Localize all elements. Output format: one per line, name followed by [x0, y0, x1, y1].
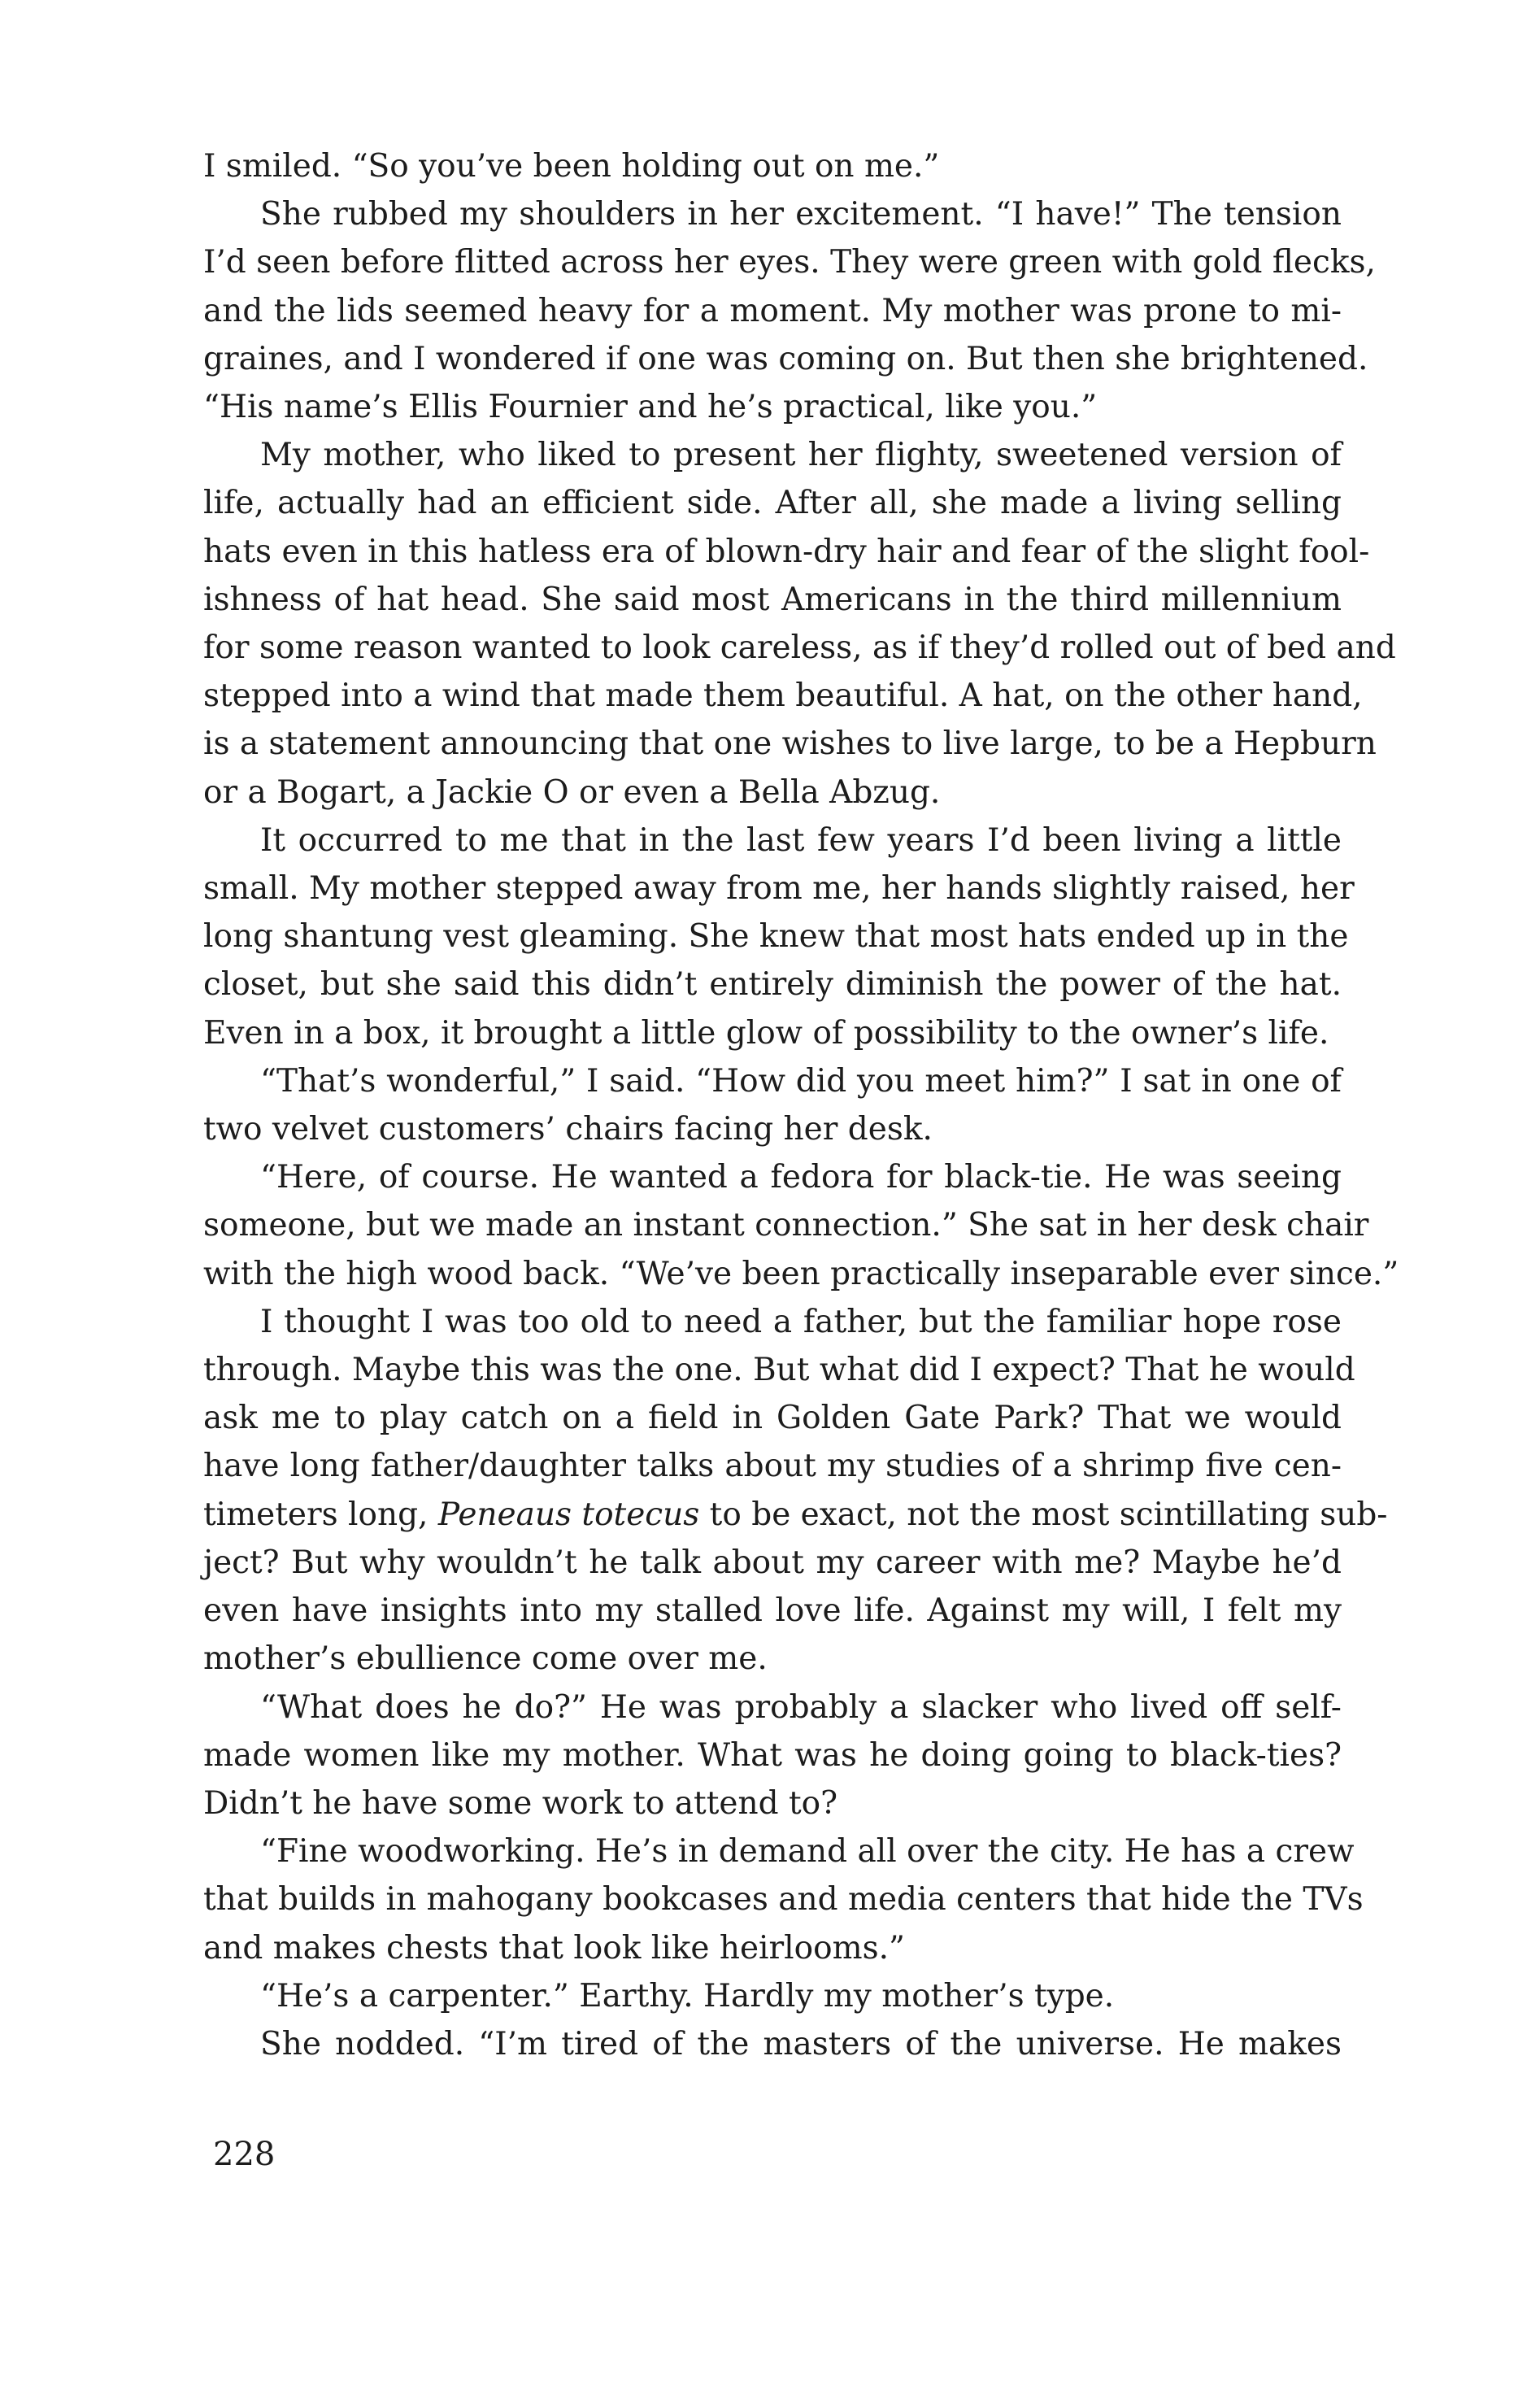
text-segment: long shantung vest gleaming. She knew that most hats ended up in the	[203, 918, 1349, 956]
text-line	[203, 1924, 1342, 1972]
text-line	[203, 1442, 1342, 1490]
text-line	[203, 913, 1349, 960]
text-segment: and makes chests that look like heirlooms.”	[203, 1929, 905, 1967]
page-body	[203, 142, 1399, 2068]
text-segment: She nodded. “I’m tired of the masters of the universe. He makes	[260, 2025, 1342, 2062]
text-segment: ask me to play catch on a field in Golden Gate Park? That we would	[203, 1400, 1342, 1437]
text-segment: timeters long,	[203, 1496, 438, 1533]
text-line	[203, 383, 1342, 431]
text-segment: I thought I was too old to need a father, but the familiar hope rose	[260, 1303, 1342, 1340]
text-segment: “Fine woodworking. He’s in demand all over the city. He has a crew	[260, 1833, 1355, 1871]
text-line	[203, 1105, 1342, 1153]
text-line	[203, 1394, 1342, 1442]
text-segment: graines, and I wondered if one was coming on. But then she brightened.	[203, 340, 1368, 377]
text-segment: Even in a box, it brought a little glow of possibility to the owner’s life.	[203, 1014, 1329, 1052]
text-line	[203, 1875, 1364, 1923]
text-line	[203, 720, 1377, 768]
text-segment: and the lids seemed heavy for a moment. My mother was prone to mi-	[203, 292, 1342, 329]
text-line	[203, 1346, 1355, 1394]
text-line	[203, 1827, 1355, 1875]
text-line	[203, 865, 1355, 913]
text-line	[203, 1539, 1342, 1587]
text-line	[203, 1491, 1388, 1539]
text-line	[203, 1779, 1342, 1827]
text-segment: have long father/daughter talks about my studies of a shrimp five cen-	[203, 1448, 1342, 1485]
text-line	[203, 287, 1342, 335]
text-line	[203, 1057, 1342, 1105]
text-segment: or a Bogart, a Jackie O or even a Bella Abzug.	[203, 773, 941, 811]
text-line	[203, 1201, 1369, 1249]
text-segment: two velvet customers’ chairs facing her desk.	[203, 1111, 933, 1148]
text-segment: She rubbed my shoulders in her excitement. “I have!” The tension	[260, 196, 1342, 233]
text-line	[203, 142, 1342, 190]
text-segment: “That’s wonderful,” I said. “How did you meet him?” I sat in one of	[260, 1062, 1342, 1100]
text-segment: is a statement announcing that one wishes to live large, to be a Hepburn	[203, 725, 1377, 763]
text-line	[203, 479, 1342, 527]
text-segment: with the high wood back. “We’ve been practically inseparable ever since.”	[203, 1255, 1399, 1292]
text-segment: It occurred to me that in the last few years I’d been living a little	[260, 821, 1342, 859]
text-line	[203, 431, 1342, 479]
text-line	[203, 769, 1342, 817]
text-line	[203, 238, 1376, 286]
text-segment: for some reason wanted to look careless, as if they’d rolled out of bed and	[203, 629, 1396, 667]
text-segment: “He’s a carpenter.” Earthy. Hardly my mother’s type.	[260, 1977, 1115, 2015]
text-segment: hats even in this hatless era of blown-dry hair and fear of the slight fool-	[203, 533, 1370, 570]
text-segment: small. My mother stepped away from me, her hands slightly raised, her	[203, 870, 1355, 908]
text-segment: mother’s ebullience come over me.	[203, 1640, 768, 1678]
text-line	[203, 817, 1342, 865]
text-line	[203, 1635, 1342, 1683]
text-segment: to be exact, not the most scintillating sub-	[699, 1496, 1388, 1533]
text-segment: ishness of hat head. She said most Americans in the third millennium	[203, 581, 1342, 618]
text-line	[203, 528, 1370, 576]
text-line	[203, 190, 1342, 238]
text-segment: ject? But why wouldn’t he talk about my career with me? Maybe he’d	[203, 1544, 1342, 1581]
text-line	[203, 960, 1342, 1008]
text-segment: I smiled. “So you’ve been holding out on me.”	[203, 148, 940, 185]
text-segment: stepped into a wind that made them beautiful. A hat, on the other hand,	[203, 677, 1363, 715]
text-line	[203, 1972, 1342, 2020]
text-line	[203, 1684, 1342, 1731]
text-segment: someone, but we made an instant connection.” She sat in her desk chair	[203, 1207, 1369, 1244]
text-segment: even have insights into my stalled love life. Against my will, I felt my	[203, 1592, 1342, 1630]
text-segment: Didn’t he have some work to attend to?	[203, 1784, 838, 1822]
text-line	[203, 624, 1396, 672]
text-line	[203, 576, 1342, 624]
text-line	[203, 1298, 1342, 1346]
page-number: 228	[213, 2136, 276, 2173]
text-segment: made women like my mother. What was he doing going to black-ties?	[203, 1736, 1342, 1774]
text-line	[203, 335, 1368, 383]
text-segment: life, actually had an efficient side. After all, she made a living selling	[203, 485, 1342, 522]
text-line	[203, 672, 1363, 720]
text-segment: I’d seen before flitted across her eyes. They were green with gold flecks,	[203, 244, 1376, 281]
text-line	[203, 2020, 1342, 2068]
text-segment: “Here, of course. He wanted a fedora for black-tie. He was seeing	[260, 1159, 1342, 1196]
text-segment: closet, but she said this didn’t entirely diminish the power of the hat.	[203, 966, 1342, 1004]
text-segment: “His name’s Ellis Fournier and he’s practical, like you.”	[203, 389, 1098, 426]
text-line	[203, 1009, 1342, 1057]
text-line	[203, 1250, 1399, 1298]
text-segment: through. Maybe this was the one. But what did I expect? That he would	[203, 1352, 1355, 1389]
text-line	[203, 1587, 1342, 1635]
text-line	[203, 1731, 1342, 1779]
text-line	[203, 1153, 1342, 1201]
italic-text-segment: Peneaus totecus	[437, 1496, 700, 1533]
text-segment: that builds in mahogany bookcases and media centers that hide the TVs	[203, 1881, 1364, 1919]
text-segment: “What does he do?” He was probably a slacker who lived off self-	[260, 1688, 1342, 1726]
text-segment: My mother, who liked to present her flighty, sweetened version of	[260, 437, 1342, 474]
